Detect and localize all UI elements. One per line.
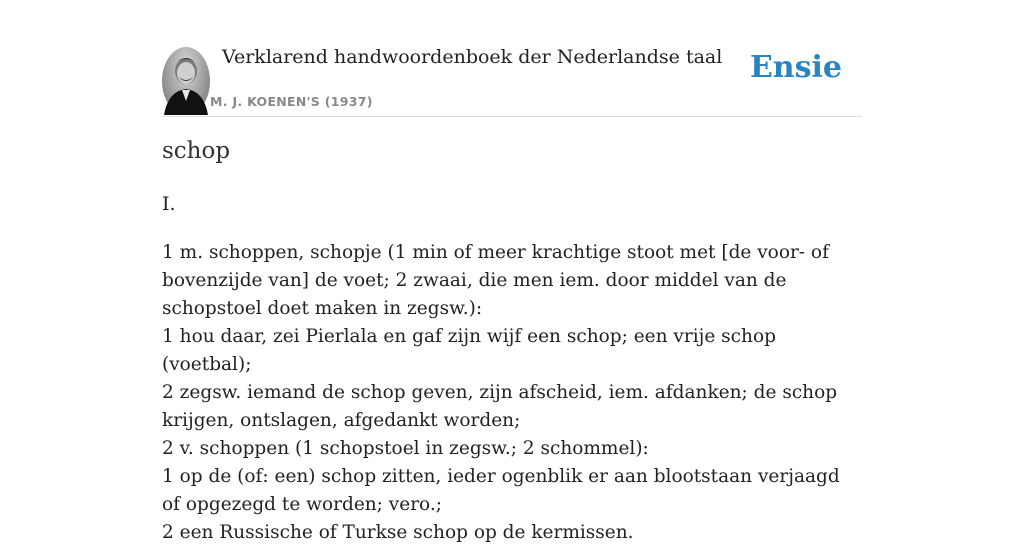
author-label: M. J. KOENEN'S (1937) bbox=[210, 94, 373, 109]
definition-line: 2 een Russische of Turkse schop op de kermissen. bbox=[162, 522, 634, 543]
definition-line: 1 op de (of: een) schop zitten, ieder ogenblik er aan blootstaan verjaagd of opgezegd te worden; vero.; bbox=[162, 466, 840, 515]
entry-roman-numeral: I. bbox=[162, 193, 176, 215]
definition-line: 1 hou daar, zei Pierlala en gaf zijn wijf een schop; een vrije schop (voetbal); bbox=[162, 326, 776, 375]
portrait-image bbox=[162, 47, 210, 115]
brand-logo-link[interactable]: Ensie bbox=[749, 50, 842, 85]
content-container bbox=[162, 0, 862, 543]
entry-headword: schop bbox=[162, 138, 231, 164]
book-title: Verklarend handwoordenboek der Nederlandse taal bbox=[222, 46, 723, 68]
definition-line: 2 zegsw. iemand de schop geven, zijn afscheid, iem. afdanken; de schop krijgen, ontslagen, afgedankt worden; bbox=[162, 382, 838, 431]
definition-line: 2 v. schoppen (1 schopstoel in zegsw.; 2 schommel): bbox=[162, 438, 649, 459]
entry-definition bbox=[162, 239, 862, 547]
author-portrait bbox=[162, 47, 210, 115]
header bbox=[162, 0, 862, 117]
definition-line: 1 m. schoppen, schopje (1 min of meer krachtige stoot met [de voor- of bovenzijde van] de voet; 2 zwaai, die men iem. door middel van de schopstoel doet maken in zegsw.): bbox=[162, 242, 829, 319]
